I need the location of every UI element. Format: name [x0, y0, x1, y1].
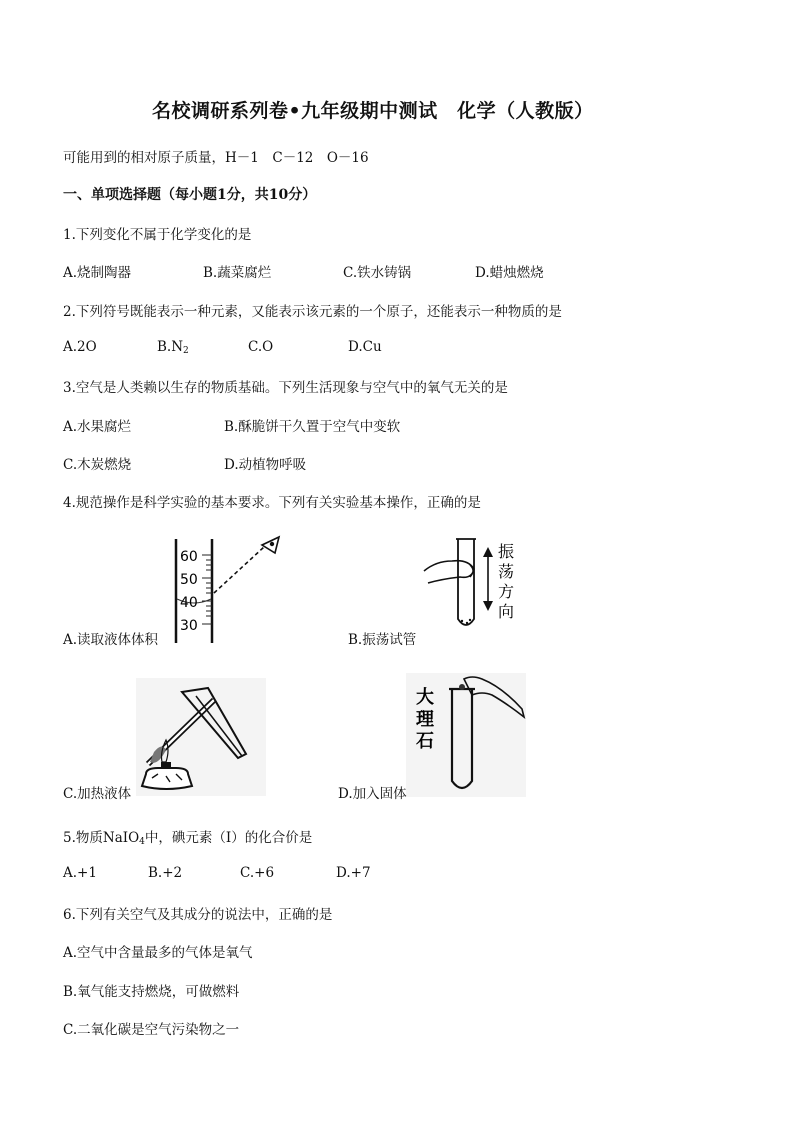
- q4-option-d: D.加入固体: [338, 786, 407, 802]
- q2-option-a: A.2O: [63, 339, 97, 355]
- question-5-stem: [63, 826, 312, 847]
- q4-option-b: B.振荡试管: [348, 632, 417, 648]
- shake-label-1: 振: [498, 542, 515, 561]
- shake-label-2: 荡: [498, 562, 515, 581]
- q5-stem-subscript: 4: [139, 837, 145, 847]
- hand-icon: [424, 561, 474, 583]
- cylinder-tick-50: 50: [180, 572, 198, 588]
- q3-option-a: A.水果腐烂: [63, 419, 132, 435]
- q5-option-d: D.+7: [336, 865, 371, 881]
- q6-option-c: C.二氧化碳是空气污染物之一: [63, 1022, 240, 1038]
- q6-option-b: B.氧气能支持燃烧，可做燃料: [63, 984, 240, 1000]
- marble-label-2: 理: [416, 709, 434, 730]
- q2-option-d: D.Cu: [348, 339, 382, 355]
- marble-label-3: 石: [416, 731, 434, 752]
- q1-option-c: C.铁水铸锅: [343, 265, 412, 281]
- question-3-stem: 3.空气是人类赖以生存的物质基础。下列生活现象与空气中的氧气无关的是: [63, 380, 508, 396]
- atomic-mass-note: 可能用到的相对原子质量，H－1 C－12 O－16: [63, 150, 369, 166]
- question-2-stem: 2.下列符号既能表示一种元素，又能表示该元素的一个原子，还能表示一种物质的是: [63, 304, 562, 320]
- q5-option-b: B.+2: [148, 865, 183, 881]
- marble-chip-icon: [459, 684, 465, 690]
- marble-label-1: 大: [416, 687, 434, 708]
- q4-option-a: A.读取液体体积: [63, 632, 159, 648]
- q2-option-b: [157, 339, 189, 356]
- q5-option-a: A.+1: [63, 865, 97, 881]
- page-title: 名校调研系列卷•九年级期中测试 化学（人教版）: [152, 100, 594, 122]
- q1-option-b: B.蔬菜腐烂: [203, 265, 272, 281]
- q3-option-c: C.木炭燃烧: [63, 457, 132, 473]
- q6-option-a: A.空气中含量最多的气体是氧气: [63, 945, 253, 961]
- figure-heat-liquid: [136, 678, 266, 796]
- q2-option-b-subscript: 2: [183, 346, 189, 356]
- cylinder-tick-30: 30: [180, 618, 198, 634]
- section-heading: 一、单项选择题（每小题1分，共10分）: [63, 187, 317, 203]
- q3-option-b: B.酥脆饼干久置于空气中变软: [224, 419, 401, 435]
- shake-label-4: 向: [498, 602, 515, 621]
- figure-read-cylinder: [172, 533, 292, 645]
- cylinder-tick-60: 60: [180, 549, 198, 565]
- question-4-stem: 4.规范操作是科学实验的基本要求。下列有关实验基本操作，正确的是: [63, 495, 481, 511]
- q5-stem-prefix: 5.物质NaIO: [63, 830, 140, 846]
- cylinder-tick-40: 40: [180, 595, 198, 611]
- q5-option-c: C.+6: [240, 865, 275, 881]
- figure-shake-test-tube: [422, 535, 532, 635]
- q4-option-c: C.加热液体: [63, 786, 132, 802]
- q5-stem-suffix: 中，碘元素（I）的化合价是: [144, 830, 313, 846]
- figure-add-solid: [406, 673, 526, 797]
- q2-option-b-text: B.N: [157, 339, 184, 355]
- q1-option-a: A.烧制陶器: [63, 265, 132, 281]
- question-6-stem: 6.下列有关空气及其成分的说法中，正确的是: [63, 907, 333, 923]
- q3-option-d: D.动植物呼吸: [224, 457, 307, 473]
- q1-option-d: D.蜡烛燃烧: [475, 265, 544, 281]
- question-1-stem: 1.下列变化不属于化学变化的是: [63, 227, 252, 243]
- q2-option-c: C.O: [248, 339, 274, 355]
- shake-label-3: 方: [498, 582, 515, 601]
